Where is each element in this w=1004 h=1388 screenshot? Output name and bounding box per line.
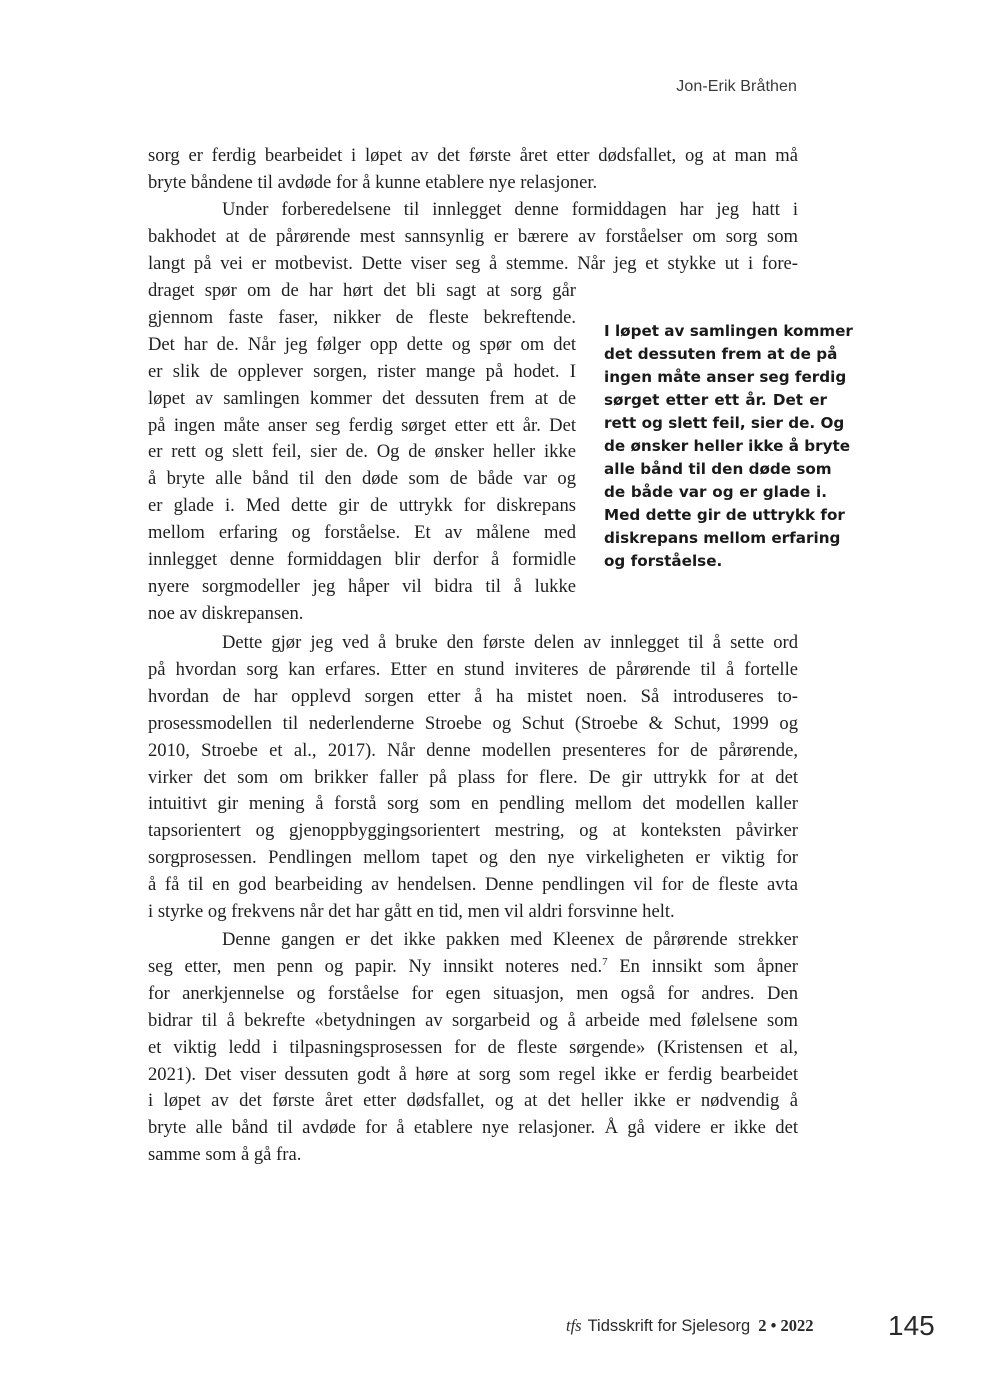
pull-quote-line: sørget etter ett år. Det er [604, 391, 827, 409]
text-line: langt på vei er motbevist. Dette viser seg å stemme. Når jeg et stykke ut i fore- [148, 252, 798, 274]
text-line: 2021). Det viser dessuten godt å høre at sorg som regel ikke er ferdig bearbeidet [148, 1063, 798, 1085]
text-line: Dette gjør jeg ved å bruke den første delen av innlegget til å sette ord [222, 632, 798, 653]
pull-quote-line: det dessuten frem at de på [604, 345, 838, 363]
text-line: sorg er ferdig bearbeidet i løpet av det første året etter dødsfallet, og at man må [148, 145, 798, 166]
text-line: Det har de. Når jeg følger opp dette og spør om det [148, 333, 576, 355]
text-line: draget spør om de har hørt det bli sagt at sorg går [148, 280, 576, 301]
pull-quote-line: alle bånd til den døde som [604, 460, 832, 478]
running-header-author: Jon-Erik Bråthen [676, 78, 797, 95]
pull-quote-line: I løpet av samlingen kommer [604, 322, 853, 340]
pull-quote-line: de ønsker heller ikke å bryte [604, 437, 851, 455]
text-line: intuitivt gir mening å forstå sorg som en pendling mellom det modellen kaller [148, 793, 798, 815]
pull-quote-line: rett og slett feil, sier de. Og [604, 414, 845, 432]
text-line: er rett og slett feil, sier de. Og de ønsker heller ikke [148, 441, 576, 463]
text-line: hvordan de har opplevd sorgen etter å ha mistet noen. Så introduseres to- [148, 685, 798, 707]
issue-number: 2 • 2022 [758, 1316, 814, 1335]
pull-quote [604, 320, 853, 573]
text-line: på hvordan sorg kan erfares. Etter en stund inviteres de pårørende til å fortelle [148, 658, 798, 680]
text-line: bryte alle bånd til avdøde for å etablere nye relasjoner. Å gå videre er ikke det [148, 1117, 798, 1139]
text-line: å bryte alle bånd til den døde som de både var og [148, 468, 576, 490]
text-line: for anerkjennelse og forståelse for egen situasjon, men også for andres. Den [148, 982, 798, 1004]
text-line: i løpet av det første året etter dødsfallet, og at det heller ikke er nødvendig å [148, 1090, 798, 1112]
text-line: nyere sorgmodeller jeg håper vil bidra til å lukke [148, 575, 576, 597]
text-line: virker det som om brikker faller på plass for flere. De gir uttrykk for at det [148, 766, 798, 788]
pull-quote-line: ingen måte anser seg ferdig [604, 368, 847, 386]
text-line: bryte båndene til avdøde for å kunne etablere nye relasjoner. [148, 171, 598, 193]
text-line: er glade i. Med dette gir de uttrykk for diskrepans [148, 495, 576, 517]
paragraph-4 [148, 927, 798, 1169]
pull-quote-line: Med dette gir de uttrykk for [604, 506, 845, 524]
text-line: gjennom faste faser, nikker de fleste bekreftende. [148, 306, 576, 328]
pull-quote-line: og forståelse. [604, 552, 723, 570]
text-line: mellom erfaring og forståelse. Et av målene med [148, 522, 576, 544]
text-line: på ingen måte anser seg ferdig sørget etter ett år. Det [148, 414, 576, 436]
page-number: 145 [888, 1310, 935, 1341]
text-segment: seg etter, men penn og papir. Ny innsikt noteres ned. [148, 955, 603, 977]
text-line: innlegget denne formiddagen blir derfor å formidle [148, 549, 576, 571]
text-line: å få til en god bearbeiding av hendelsen. Denne pendlingen vil for de fleste avta [148, 874, 798, 896]
text-segment: En innsikt som åpner [607, 955, 798, 977]
footnote-marker[interactable]: 7 [602, 955, 608, 968]
paragraph-2 [148, 197, 798, 278]
text-line: bidrar til å bekrefte «betydningen av sorgarbeid og å arbeide med følelsene som [148, 1009, 798, 1031]
text-line [148, 954, 798, 981]
text-line: Under forberedelsene til innlegget denne formiddagen har jeg hatt i [222, 199, 798, 220]
text-line: tapsorientert og gjenoppbyggingsorientert mestring, og at konteksten påvirker [148, 820, 798, 842]
running-footer [566, 1316, 813, 1336]
journal-abbreviation: tfs [566, 1316, 582, 1335]
pull-quote-line: diskrepans mellom erfaring [604, 529, 841, 547]
text-line: løpet av samlingen kommer det dessuten frem at de [148, 387, 576, 409]
text-line: 2010, Stroebe et al., 2017). Når denne modellen presenteres for de pårørende, [148, 739, 798, 761]
paragraph-1 [148, 143, 798, 197]
paragraph-3 [148, 630, 798, 926]
text-line: er slik de opplever sorgen, rister mange på hodet. I [148, 360, 576, 382]
text-line: Denne gangen er det ikke pakken med Kleenex de pårørende strekker [222, 929, 798, 950]
text-line: prosessmodellen til nederlenderne Stroebe og Schut (Stroebe & Schut, 1999 og [148, 712, 798, 734]
text-line: samme som å gå fra. [148, 1144, 302, 1166]
text-line: i styrke og frekvens når det har gått en tid, men vil aldri forsvinne helt. [148, 901, 675, 923]
text-line: noe av diskrepansen. [148, 602, 304, 624]
text-line: bakhodet at de pårørende mest sannsynlig er bærere av forståelser om sorg som [148, 225, 798, 247]
journal-name: Tidsskrift for Sjelesorg [587, 1317, 751, 1335]
text-line: sorgprosessen. Pendlingen mellom tapet og den nye virkeligheten er viktig for [148, 847, 798, 869]
text-line: et viktig ledd i tilpasningsprosessen for de fleste sørgende» (Kristensen et al, [148, 1036, 798, 1058]
paragraph-2-narrow-column [148, 278, 576, 628]
pull-quote-line: de både var og er glade i. [604, 483, 827, 501]
